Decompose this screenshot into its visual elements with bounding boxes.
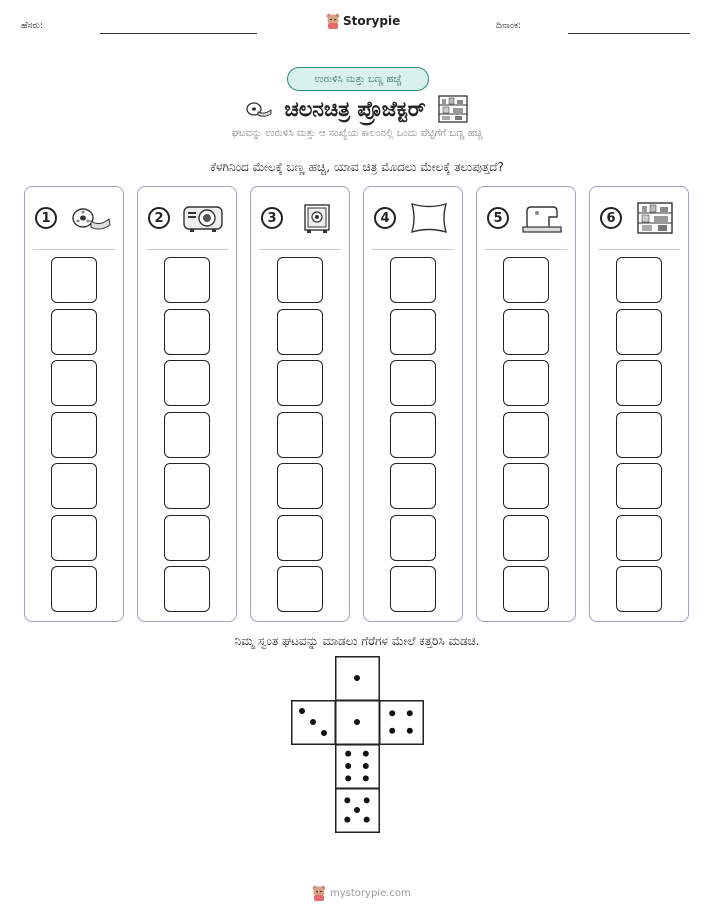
tool-shelf-icon [634, 201, 676, 235]
pillow-icon [408, 201, 450, 235]
bear-logo-icon [326, 13, 340, 29]
color-box[interactable] [390, 309, 436, 355]
color-box[interactable] [164, 463, 210, 509]
die-face-bottom [336, 789, 380, 833]
box-stack [616, 257, 664, 618]
column-divider [259, 249, 341, 250]
die-pip [407, 710, 413, 716]
column-6 [589, 186, 689, 622]
die-pip [364, 797, 370, 803]
color-box[interactable] [164, 309, 210, 355]
color-box[interactable] [503, 515, 549, 561]
column-number: 6 [600, 207, 622, 229]
film-reel-icon [69, 201, 111, 235]
bear-footer-icon [312, 885, 326, 901]
column-2 [137, 186, 237, 622]
die-pip [321, 730, 327, 736]
die-pip [299, 708, 305, 714]
color-box[interactable] [616, 412, 662, 458]
column-3 [250, 186, 350, 622]
date-line [568, 33, 690, 34]
column-header [25, 187, 123, 249]
column-divider [598, 249, 680, 250]
color-box[interactable] [390, 566, 436, 612]
color-box[interactable] [390, 463, 436, 509]
column-divider [485, 249, 567, 250]
die-pip [354, 807, 360, 813]
die-pip [363, 763, 369, 769]
color-box[interactable] [503, 463, 549, 509]
box-stack [51, 257, 99, 618]
column-4 [363, 186, 463, 622]
die-pip [344, 797, 350, 803]
color-box[interactable] [51, 257, 97, 303]
color-box[interactable] [616, 463, 662, 509]
box-stack [390, 257, 438, 618]
color-box[interactable] [616, 566, 662, 612]
color-box[interactable] [277, 257, 323, 303]
box-stack [503, 257, 551, 618]
die-pip [345, 751, 351, 757]
box-stack [164, 257, 212, 618]
color-box[interactable] [277, 412, 323, 458]
color-box[interactable] [616, 257, 662, 303]
column-header [364, 187, 462, 249]
color-box[interactable] [390, 412, 436, 458]
color-box[interactable] [503, 360, 549, 406]
column-divider [372, 249, 454, 250]
die-face-lower [336, 745, 380, 789]
color-box[interactable] [164, 412, 210, 458]
question-text: ಕೆಳಗಿನಿಂದ ಮೇಲಕ್ಕೆ ಬಣ್ಣ ಹಚ್ಚಿ, ಯಾವ ಚಿತ್ರ ಮೊದಲು ಮೇಲಕ್ಕೆ ತಲುಪುತ್ತದೆ? [210, 160, 504, 174]
color-box[interactable] [390, 257, 436, 303]
instruction-subtitle: ಘಟವನ್ನು ಉರುಳಿಸಿ ಮತ್ತು ಆ ಸಂಖ್ಯೆಯ ಕಾಲಂನಲ್ಲಿ ಒಂದು ಪೆಟ್ಟಿಗೆಗೆ ಬಣ್ಣ ಹಚ್ಚಿ [231, 128, 483, 139]
die-pip [389, 710, 395, 716]
die-pip [345, 775, 351, 781]
color-box[interactable] [503, 412, 549, 458]
die-pip [344, 817, 350, 823]
color-box[interactable] [51, 309, 97, 355]
color-box[interactable] [277, 566, 323, 612]
color-box[interactable] [51, 412, 97, 458]
die-pip [407, 728, 413, 734]
color-box[interactable] [277, 360, 323, 406]
column-5 [476, 186, 576, 622]
column-number: 3 [261, 207, 283, 229]
safe-box-icon [295, 201, 337, 235]
color-box[interactable] [164, 566, 210, 612]
column-number: 1 [35, 207, 57, 229]
color-box[interactable] [51, 566, 97, 612]
color-box[interactable] [390, 515, 436, 561]
box-stack [277, 257, 325, 618]
column-divider [33, 249, 115, 250]
column-header [138, 187, 236, 249]
column-header [251, 187, 349, 249]
color-box[interactable] [164, 360, 210, 406]
color-box[interactable] [390, 360, 436, 406]
die-net [291, 656, 425, 836]
die-pip [364, 817, 370, 823]
brand-name: Storypie [343, 14, 401, 28]
die-face-center [336, 701, 380, 745]
column-header [477, 187, 575, 249]
color-box[interactable] [503, 257, 549, 303]
color-box[interactable] [616, 360, 662, 406]
page-title [0, 96, 714, 122]
brand-logo [326, 13, 400, 29]
color-box[interactable] [503, 309, 549, 355]
color-box[interactable] [51, 515, 97, 561]
column-1 [24, 186, 124, 622]
sewing-machine-icon [521, 201, 563, 235]
column-header [590, 187, 688, 249]
date-label: ದಿನಾಂಕ: [496, 21, 522, 31]
cut-instruction: ನಿಮ್ಮ ಸ್ವಂತ ಘಟವನ್ನು ಮಾಡಲು ಗೆರೆಗಳ ಮೇಲೆ ಕತ್ತರಿಸಿ ಮಡಚಿ. [234, 634, 480, 648]
color-box[interactable] [164, 515, 210, 561]
die-pip [345, 763, 351, 769]
column-number: 5 [487, 207, 509, 229]
die-face-right [380, 701, 424, 745]
die-pip [310, 719, 316, 725]
footer-url[interactable]: mystorypie.com [330, 887, 411, 899]
column-number: 2 [148, 207, 170, 229]
film-reel-icon [246, 99, 272, 119]
die-face-left [292, 701, 336, 745]
column-number: 4 [374, 207, 396, 229]
activity-badge: ಉರುಳಿಸಿ ಮತ್ತು ಬಣ್ಣ ಹಚ್ಚೆ [287, 67, 429, 91]
color-box[interactable] [503, 566, 549, 612]
color-box[interactable] [51, 360, 97, 406]
name-label: ಹೆಸರು: [21, 21, 44, 31]
color-box[interactable] [164, 257, 210, 303]
die-pip [354, 675, 360, 681]
die-pip [354, 719, 360, 725]
name-line [100, 33, 257, 34]
color-box[interactable] [616, 309, 662, 355]
die-pip [363, 775, 369, 781]
column-divider [146, 249, 228, 250]
title-text: ಚಲನಚಿತ್ರ ಪ್ರೊಜೆಕ್ಟರ್ [284, 96, 426, 121]
die-pip [389, 728, 395, 734]
color-box[interactable] [277, 463, 323, 509]
color-box[interactable] [277, 309, 323, 355]
color-box[interactable] [51, 463, 97, 509]
die-pip [363, 751, 369, 757]
color-box[interactable] [277, 515, 323, 561]
color-box[interactable] [616, 515, 662, 561]
die-face-top [336, 657, 380, 701]
projector-icon [182, 201, 224, 235]
tool-shelf-icon [438, 95, 468, 123]
footer [312, 885, 411, 901]
